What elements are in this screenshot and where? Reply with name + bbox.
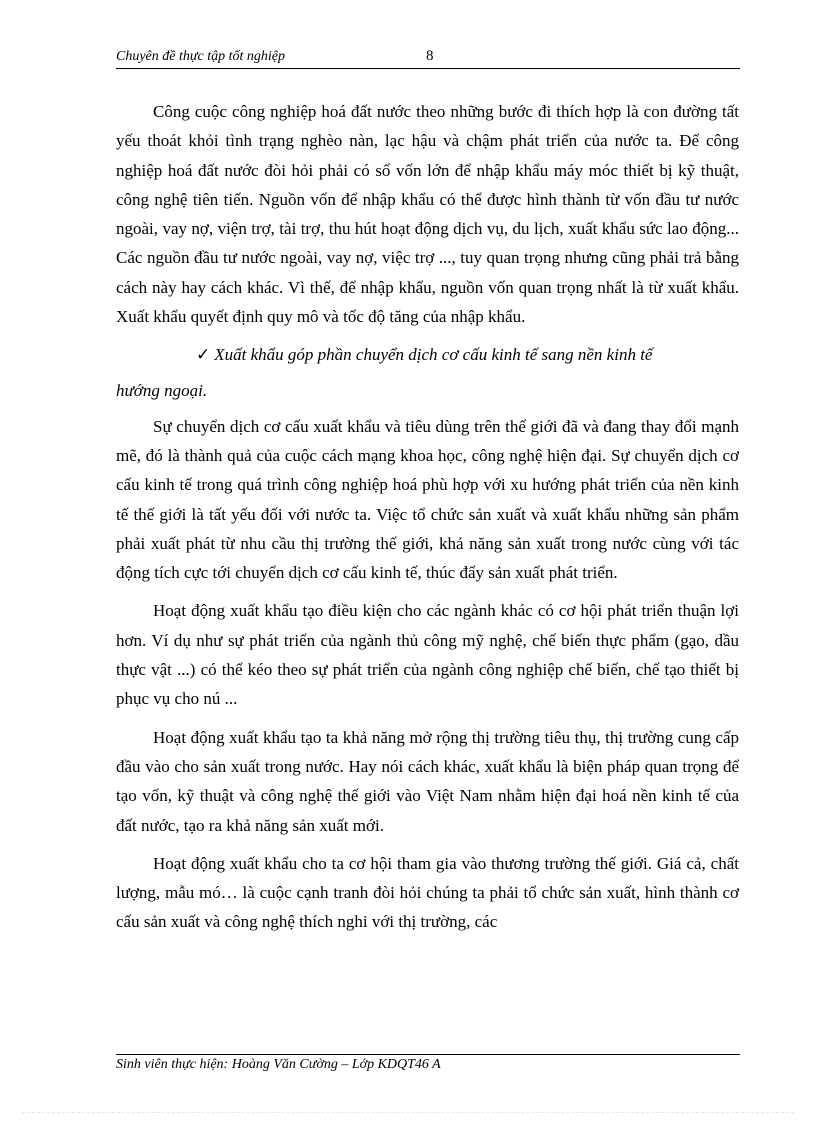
page-number: 8 [426,48,434,64]
document-title: Chuyên đề thực tập tốt nghiệp [116,49,285,64]
bullet-heading-continuation: hướng ngoại. [116,380,208,400]
page-edge-divider [22,1112,794,1113]
bullet-heading [116,340,739,369]
page-header [116,48,740,69]
page-footer [116,1054,740,1073]
paragraph-3: Hoạt động xuất khẩu tạo điều kiện cho các ngành khác có cơ hội phát triển thuận lợi hơn. Ví dụ như sự phát triển của ngành thủ công mỹ nghệ, chế biến thực phẩm (gạo, dầu thực vật ...) có thể kéo theo sự phát triển của ngành công nghiệp chế biến, chế tạo thiết bị phục vụ cho nú ... [116,601,739,709]
paragraph-4: Hoạt động xuất khẩu tạo ta khả năng mở rộng thị trường tiêu thụ, thị trường cung cấp đầu vào cho sản xuất trong nước. Hay nói cách khác, xuất khẩu là biện pháp quan trọng để tạo vốn, kỹ thuật và công nghệ thế giới vào Việt Nam nhằm hiện đại hoá nền kinh tế của đất nước, tạo ra khả năng sản xuất mới. [116,727,739,835]
bullet-heading-text: Xuất khẩu góp phần chuyển dịch cơ cấu kinh tế sang nền kinh tế [214,345,653,365]
checkmark-icon: ✓ [196,345,211,365]
paragraph-5: Hoạt động xuất khẩu cho ta cơ hội tham gia vào thương trường thế giới. Giá cả, chất lượng, mẫu mó… là cuộc cạnh tranh đòi hỏi chúng ta phải tổ chức sản xuất, hình thành cơ cấu sản xuất và công nghệ thích nghi với thị trường, các [116,853,739,932]
paragraph-2: Sự chuyển dịch cơ cấu xuất khẩu và tiêu dùng trên thế giới đã và đang thay đổi mạnh mẽ, đó là thành quả của cuộc cách mạng khoa học, công nghệ hiện đại. Sự chuyển dịch cơ cấu kinh tế trong quá trình công nghiệp hoá phù hợp với xu hướng phát triển của nền kinh tế thế giới là tất yếu đối với nước ta. Việc tổ chức sản xuất và xuất khẩu những sản phẩm phải xuất phát từ nhu cầu thị trường thế giới, khả năng sản xuất trong nước cùng với tác động tích cực tới chuyển dịch cơ cấu kinh tế, thúc đẩy sản xuất phát triển. [116,416,739,583]
paragraph-1: Công cuộc công nghiệp hoá đất nước theo những bước đi thích hợp là con đường tất yếu thoát khỏi tình trạng nghèo nàn, lạc hậu và chậm phát triển của nước ta. Để công nghiệp hoá đất nước đòi hỏi phải có số vốn lớn để nhập khẩu máy móc thiết bị kỹ thuật, công nghệ tiên tiến. Nguồn vốn để nhập khẩu có thể được hình thành từ vốn đầu tư nước ngoài, vay nợ, viện trợ, tài trợ, thu hút hoạt động dịch vụ, du lịch, xuất khẩu sức lao động... Các nguồn đầu tư nước ngoài, vay nợ, việc trợ ..., tuy quan trọng nhưng cũng phải trả bằng cách này hay cách khác. Vì thế, để nhập khẩu, nguồn vốn quan trọng nhất là từ xuất khẩu. Xuất khẩu quyết định quy mô và tốc độ tăng của nhập khẩu. [116,102,739,327]
document-body [116,97,739,937]
author-line: Sinh viên thực hiện: Hoàng Văn Cường – Lớp KDQT46 A [116,1057,441,1072]
